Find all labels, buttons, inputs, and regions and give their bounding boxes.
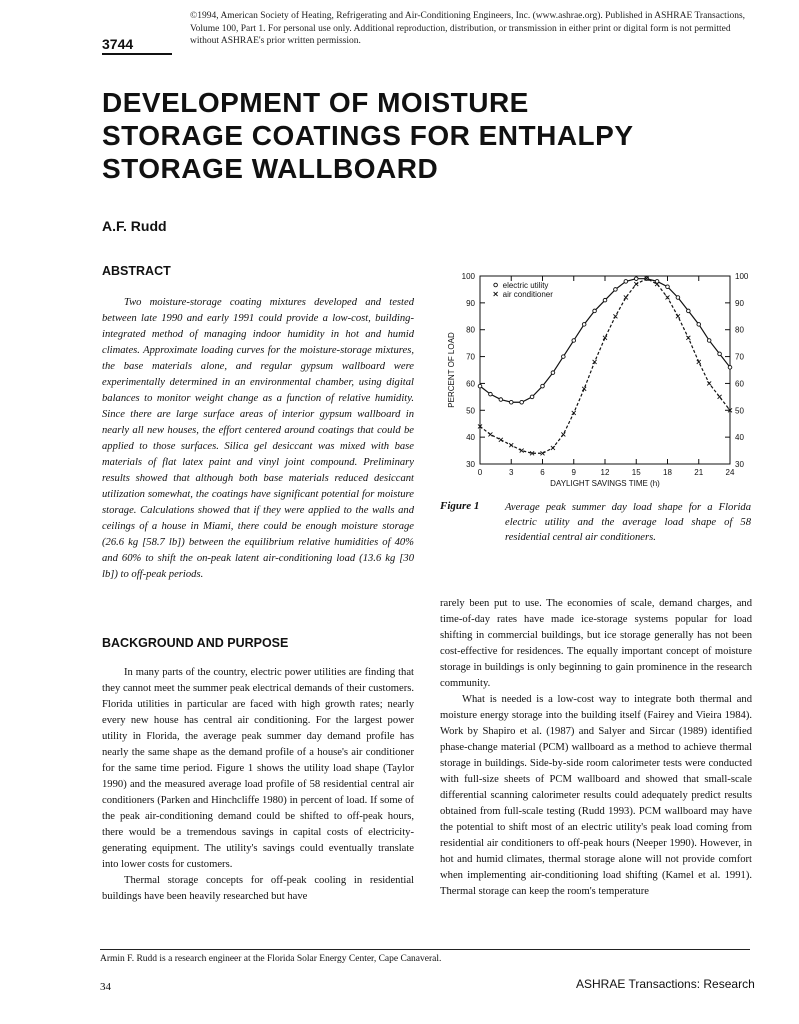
data-point-utility <box>541 384 545 388</box>
journal-name: ASHRAE Transactions: Research <box>576 977 755 991</box>
x-tick-label: 0 <box>477 468 483 477</box>
data-point-utility <box>530 395 534 399</box>
data-point-utility <box>707 339 711 343</box>
data-point-ac <box>572 411 576 415</box>
data-point-utility <box>614 288 618 292</box>
x-tick-label: 9 <box>571 468 576 477</box>
x-tick-label: 3 <box>509 468 514 477</box>
y-tick-label-right: 30 <box>735 460 744 469</box>
data-point-ac <box>499 438 503 442</box>
right-column-body <box>440 596 752 900</box>
data-point-ac <box>676 314 680 318</box>
plot-frame <box>480 276 730 464</box>
y-tick-label-left: 100 <box>461 272 475 281</box>
data-point-utility <box>478 384 482 388</box>
y-tick-label-right: 40 <box>735 433 744 443</box>
data-point-utility <box>509 400 513 404</box>
right-paragraph: What is needed is a low-cost way to integrate both thermal and moisture energy storage into the building itself (Fairey and Vieira 1984). Work by Shapiro et al. (1987) and Salyer and Sircar (1989) identified phase-change material (PCM) wallboard as a method to achieve thermal storage in buildings. Side-by-side room calorimeter tests were conducted with full-size sheets of PCM wallboard and showed that small-scale differential scanning calorimeter results could adequately predict results obtained from full-scale testing (Rudd 1993). PCM wallboard may have the potential to shift most of an electric utility's peak load coming from residential air conditioners to off-peak hours (Neeper 1990). However, in hot and humid climates, thermal storage alone will not provide comfort when implementing air-conditioning load shifting (Kamel et al. 1991). Thermal storage can keep the room's temperature <box>440 694 752 897</box>
page-number: 34 <box>100 981 111 993</box>
y-tick-label-right: 70 <box>735 352 744 362</box>
right-continuation-paragraph: rarely been put to use. The economies of scale, demand charges, and time-of-day rates have made ice-storage systems popular for load shifting in commercial buildings, but ice storage generally has not been cost-effective for residences. The equally important concept of moisture storage in buildings is only beginning to gain prominence in the research community. <box>440 598 752 689</box>
data-point-utility <box>697 323 701 327</box>
data-point-utility <box>603 298 607 302</box>
y-tick-label-left: 90 <box>466 298 475 308</box>
y-tick-label-right: 100 <box>735 272 749 281</box>
figure-caption: Average peak summer day load shape for a Florida electric utility and the average load shape of 58 residential central air conditioners. <box>505 502 751 543</box>
y-tick-label-left: 50 <box>466 406 475 416</box>
legend-marker-ac <box>494 292 498 296</box>
data-point-utility <box>718 352 722 356</box>
legend-label-utility: electric utility <box>502 281 549 290</box>
data-point-ac <box>509 443 513 447</box>
title-line-3: STORAGE WALLBOARD <box>102 153 439 184</box>
data-point-utility <box>562 355 566 359</box>
y-tick-label-left: 40 <box>466 433 475 443</box>
series-line-1 <box>480 279 730 454</box>
y-tick-label-left: 30 <box>466 460 475 469</box>
data-point-utility <box>666 285 670 289</box>
data-point-ac <box>613 314 617 318</box>
author-footnote: Armin F. Rudd is a research engineer at the Florida Solar Energy Center, Cape Canaveral. <box>100 954 442 964</box>
legend-label-ac: air conditioner <box>502 290 553 299</box>
y-tick-label-right: 60 <box>735 379 744 389</box>
background-paragraph-1: In many parts of the country, electric power utilities are finding that they cannot meet the summer peak electrical demands of their customers. Florida utilities in particular are faced with high growth rates; nearly every new house has central air conditioning. For the largest power utility in Florida, the average peak summer day demand profile has nearly the same shape as the demand profile of a house's air conditioner for the same time period. Figure 1 shows the utility load shape (Taylor 1990) and the measured average load profile of 58 residential central air conditioners (Parken and Hinchcliffe 1980) in percent of load. If some of the peak air-conditioning demand could be shifted to off-peak hours, there would be a tremendous savings in capital costs of electricity-generating equipment. The utility's savings could eventually translate into lower costs for customers. <box>102 667 414 870</box>
x-tick-label: 12 <box>600 468 610 477</box>
figure-1-chart <box>440 268 760 490</box>
data-point-ac <box>666 295 670 299</box>
data-point-utility <box>489 392 493 396</box>
data-point-ac <box>551 446 555 450</box>
data-point-utility <box>499 398 503 402</box>
y-tick-label-right: 50 <box>735 406 744 416</box>
x-tick-label: 18 <box>663 468 672 477</box>
copyright-notice: ©1994, American Society of Heating, Refrigerating and Air-Conditioning Engineers, Inc. (www.ashrae.org). Published in ASHRAE Transactions, Volume 100, Part 1. For personal use only. Additional reproduction, distribution, or transmission in either print or digital form is not permitted without ASHRAE's prior written permission. <box>190 11 746 46</box>
x-tick-label: 15 <box>631 468 641 477</box>
y-tick-label-right: 90 <box>735 298 744 308</box>
data-point-utility <box>582 323 586 327</box>
x-tick-label: 21 <box>694 468 704 477</box>
author: A.F. Rudd <box>102 218 167 234</box>
background-heading: BACKGROUND AND PURPOSE <box>102 636 289 650</box>
y-tick-label-left: 80 <box>466 325 475 335</box>
data-point-utility <box>634 277 638 281</box>
y-tick-label-right: 80 <box>735 325 744 335</box>
title-line-1: DEVELOPMENT OF MOISTURE <box>102 87 529 118</box>
background-paragraph-2: Thermal storage concepts for off-peak cooling in residential buildings have been heavily researched but have <box>102 875 414 902</box>
x-axis-label: DAYLIGHT SAVINGS TIME (h) <box>550 479 660 488</box>
data-point-ac <box>520 449 524 453</box>
data-point-utility <box>572 339 576 343</box>
data-point-utility <box>551 371 555 375</box>
data-point-utility <box>687 309 691 313</box>
y-tick-label-left: 60 <box>466 379 475 389</box>
data-point-ac <box>624 295 628 299</box>
data-point-ac <box>686 336 690 340</box>
data-point-utility <box>520 400 524 404</box>
data-point-utility <box>676 296 680 300</box>
abstract-heading: ABSTRACT <box>102 264 171 278</box>
data-point-utility <box>728 366 732 370</box>
legend-marker-utility <box>494 283 498 287</box>
data-point-ac <box>488 432 492 436</box>
data-point-utility <box>593 309 597 313</box>
paper-number: 3744 <box>102 36 134 52</box>
abstract-body <box>102 295 414 583</box>
footnote-rule <box>100 949 750 950</box>
data-point-utility <box>624 280 628 284</box>
x-tick-label: 6 <box>540 468 545 477</box>
title-line-2: STORAGE COATINGS FOR ENTHALPY <box>102 120 634 151</box>
figure-label: Figure 1 <box>440 500 480 512</box>
data-point-ac <box>561 432 565 436</box>
data-point-ac <box>718 395 722 399</box>
data-point-ac <box>634 282 638 286</box>
load-shape-chart <box>440 268 760 490</box>
y-tick-label-left: 70 <box>466 352 475 362</box>
data-point-ac <box>707 381 711 385</box>
header-rule <box>102 53 172 55</box>
background-body <box>102 665 414 905</box>
paper-title <box>102 86 702 185</box>
data-point-ac <box>541 451 545 455</box>
abstract-text: Two moisture-storage coating mixtures developed and tested between late 1990 and early 1991 could provide a low-cost, building-integrated method of managing indoor humidity in hot and humid climates. Approximate loading curves for the moisture-storage mixtures, the base materials alone, and regular gypsum wallboard were experimentally determined in an environmental chamber, using digital balances to monitor weight change as a function of relative humidity. Since there are large surface areas of interior gypsum wallboard in nearly all new houses, the effort centered around coatings that could be applied to those surfaces. Silica gel desiccant was mixed with base materials of flat latex paint and vinyl joint compound. Preliminary results showed that although both base materials reduced desiccant utilization somewhat, the coatings have significant potential for moisture storage. Calculations showed that if they were applied to the walls and ceilings of a house in Miami, there could be enough moisture storage (26.6 kg [58.7 lb]) between the equilibrium relative humidities of 40% and 60% to shift the on-peak latent air-conditioning load (13.6 kg [30 lb]) to off-peak periods. <box>102 297 414 580</box>
x-tick-label: 24 <box>725 468 735 477</box>
y-axis-label: PERCENT OF LOAD <box>447 332 456 408</box>
